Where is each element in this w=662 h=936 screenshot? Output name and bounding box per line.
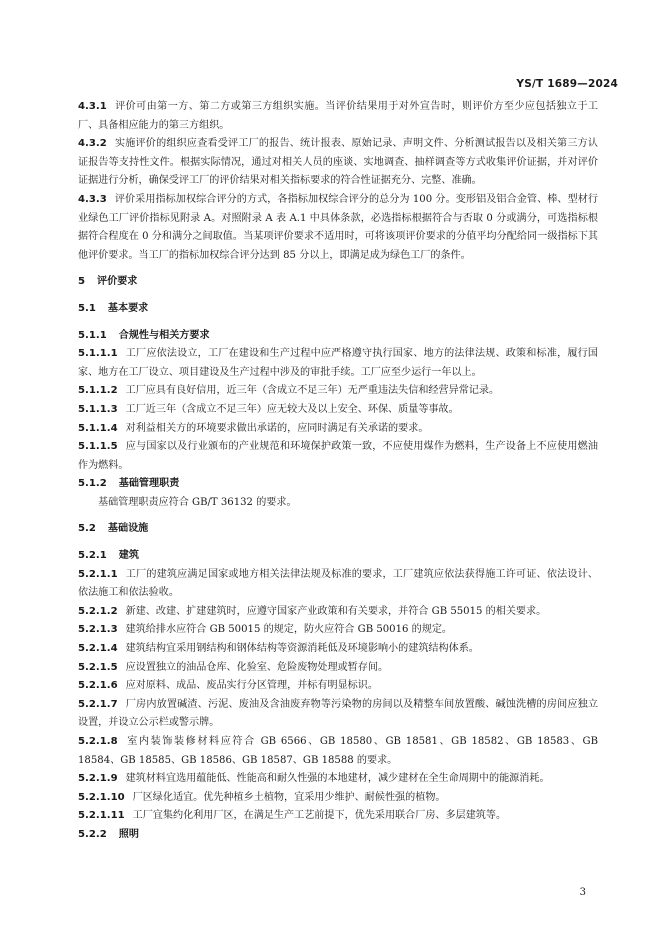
clause-number: 5.1.1.4 [78, 422, 118, 434]
clause-text: 厂区绿化适宜。优先种植乡土植物，宜采用少维护、耐候性强的植物。 [132, 791, 446, 803]
clause-number: 4.3.1 [78, 101, 107, 112]
clause-5-2-1-10 [78, 789, 598, 808]
clause-number: 5.2.1.11 [78, 810, 125, 822]
section-heading-5-1-2 [78, 475, 598, 494]
clause-text: 工厂的建筑应满足国家或地方相关法律法规及标准的要求，工厂建筑应依法获得施工许可证、依法设计、依法施工和依法验收。 [78, 568, 598, 599]
section-heading-5-2-1 [78, 547, 598, 566]
clause-text: 建筑给排水应符合 GB 50015 的规定，防火应符合 GB 50016 的规定。 [125, 624, 453, 636]
clause-number: 5.2.1.8 [78, 736, 118, 747]
clause-number: 5.2.1.2 [78, 605, 118, 617]
page-number: 3 [579, 887, 586, 898]
clause-text: 对利益相关方的环境要求做出承诺的，应同时满足有关承诺的要求。 [125, 422, 429, 434]
clause-5-2-1-5 [78, 659, 598, 678]
clause-5-2-1-6 [78, 677, 598, 696]
clause-5-2-1-2 [78, 603, 598, 622]
clause-text: 应与国家以及行业颁布的产业规范和环境保护政策一致，不应使用煤作为燃料，生产设备上不应使用燃油作为燃料。 [78, 441, 598, 471]
paragraph-4-3-3 [78, 191, 598, 265]
clause-text: 厂房内放置碱渣、污泥、废油及含油废弃物等污染物的房间以及精整车间放置酸、碱蚀洗槽的房间应独立设置，并设立公示栏或警示牌。 [78, 698, 598, 729]
section-heading-5-2 [78, 520, 598, 539]
clause-number: 5.1.1.3 [78, 403, 118, 415]
clause-text: 实施评价的组织应查看受评工厂的报告、统计报表、原始记录、声明文件、分析测试报告以及相关第三方认证报告等支持性文件。根据实际情况，通过对相关人员的座谈、实地调查、抽样调查等方式收集评价证据，并对评价证据进行分析，确保受评工厂的评价结果对相关指标要求的符合性证据充分、完整、准确。 [78, 138, 598, 187]
section-number: 5.1.1 [78, 329, 107, 341]
section-number: 5.2 [78, 523, 96, 535]
section-heading-5-1 [78, 300, 598, 319]
clause-text: 应设置独立的油品仓库、化验室、危险废物处理或暂存间。 [125, 661, 389, 673]
clause-text: 工厂宜集约化利用厂区，在满足生产工艺前提下，优先采用联合厂房、多层建筑等。 [132, 810, 507, 822]
clause-number: 5.2.1.1 [78, 568, 118, 580]
section-title: 基础管理职责 [118, 478, 180, 490]
clause-text: 新建、改建、扩建建筑时，应遵守国家产业政策和有关要求，并符合 GB 55015 的相关要求。 [125, 605, 547, 617]
clause-number: 5.2.1.3 [78, 624, 118, 636]
clause-5-2-1-9 [78, 770, 598, 789]
page-body [78, 98, 598, 845]
clause-number: 5.2.1.4 [78, 643, 118, 655]
paragraph-4-3-2 [78, 135, 598, 191]
section-title: 建筑 [118, 550, 139, 562]
clause-5-2-1-11 [78, 807, 598, 826]
clause-number: 5.1.1.1 [78, 348, 118, 360]
document-code: YS/T 1689—2024 [516, 78, 618, 90]
clause-5-2-1-1 [78, 566, 598, 603]
clause-number: 5.1.1.2 [78, 385, 118, 397]
paragraph-5-1-2: 基础管理职责应符合 GB/T 36132 的要求。 [98, 496, 297, 508]
clause-5-2-1-4 [78, 640, 598, 659]
section-title: 基本要求 [107, 302, 149, 314]
paragraph-4-3-1 [78, 98, 598, 135]
section-number: 5.1.2 [78, 478, 107, 490]
clause-number: 5.2.1.7 [78, 698, 118, 710]
clause-number: 5.1.1.5 [78, 441, 118, 453]
clause-5-1-1-3 [78, 401, 598, 420]
clause-5-1-1-5 [78, 438, 598, 475]
clause-text: 建筑结构宜采用钢结构和钢体结构等资源消耗低及环境影响小的建筑结构体系。 [125, 643, 479, 655]
section-heading-5 [78, 273, 598, 292]
clause-number: 5.2.1.6 [78, 680, 118, 692]
section-title: 评价要求 [97, 276, 138, 288]
section-number: 5.1 [78, 302, 96, 314]
clause-text: 应对原料、成品、废品实行分区管理，并标有明显标识。 [125, 680, 378, 692]
clause-5-2-1-7 [78, 696, 598, 733]
clause-text: 建筑材料宜选用蕴能低、性能高和耐久性强的本地建材，减少建材在全生命周期中的能源消耗。 [125, 773, 550, 785]
section-heading-5-1-1 [78, 327, 598, 346]
clause-5-2-1-8 [78, 733, 598, 770]
clause-text: 评价采用指标加权综合评分的方式，各指标加权综合评分的总分为 100 分。变形铝及铝合金管、棒、型材行业绿色工厂评价指标见附录 A。对照附录 A 表 A.1 中具体条款，必选指标根据符合与否取 0 分或满分，可选指标根据符合程度在 0 分和满分之间取值。当某项评价要求不适用时，可将该项评价要求的分值平均分配给同一级指标下其他评价要求。当工厂的指标加权综合评分达到 85 分以上，即满足成为绿色工厂的条件。 [78, 193, 598, 261]
section-number: 5.2.1 [78, 550, 107, 562]
section-heading-5-2-2 [78, 826, 598, 845]
clause-number: 5.2.1.9 [78, 773, 118, 785]
clause-number: 4.3.3 [78, 193, 107, 205]
clause-5-2-1-3 [78, 621, 598, 640]
section-title: 照明 [118, 828, 139, 840]
clause-5-1-1-2 [78, 382, 598, 401]
clause-text: 室内装饰装修材料应符合 GB 6566、GB 18580、GB 18581、GB 18582、GB 18583、GB 18584、GB 18585、GB 18586、GB 18587、GB 18588 的要求。 [78, 736, 598, 766]
clause-text: 工厂应依法设立，工厂在建设和生产过程中应严格遵守执行国家、地方的法律法规、政策和标准，履行国家、地方在工厂设立、项目建设及生产过程中涉及的审批手续。工厂应至少运行一年以上。 [78, 348, 598, 378]
section-title: 基础设施 [107, 523, 149, 535]
section-number: 5.2.2 [78, 828, 107, 840]
section-number: 5 [78, 276, 86, 288]
clause-text: 评价可由第一方、第二方或第三方组织实施。当评价结果用于对外宣告时，则评价方至少应包括独立于工厂、具备相应能力的第三方组织。 [78, 101, 598, 131]
clause-number: 4.3.2 [78, 138, 107, 150]
clause-text: 工厂应具有良好信用，近三年（含成立不足三年）无严重违法失信和经营异常记录。 [125, 385, 500, 397]
clause-text: 工厂近三年（含成立不足三年）应无较大及以上安全、环保、质量等事故。 [125, 403, 459, 415]
clause-number: 5.2.1.10 [78, 791, 125, 803]
clause-5-1-1-1 [78, 345, 598, 382]
clause-number: 5.2.1.5 [78, 661, 118, 673]
clause-5-1-1-4 [78, 420, 598, 439]
section-title: 合规性与相关方要求 [118, 329, 210, 341]
